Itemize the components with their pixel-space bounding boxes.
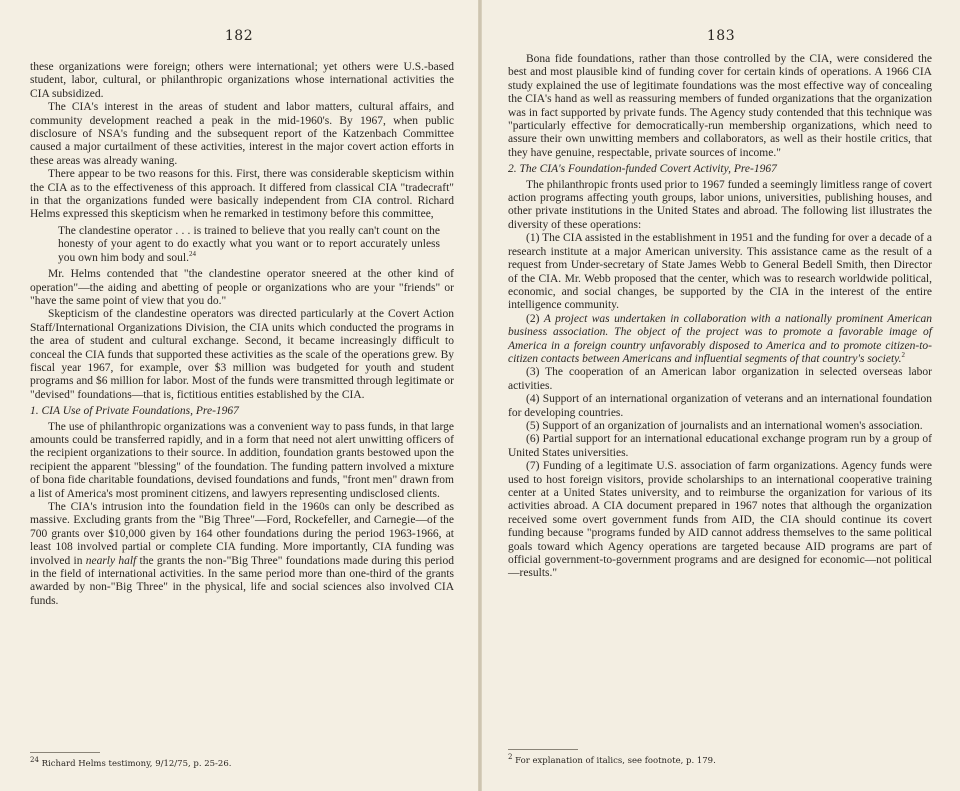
footnote-text: Richard Helms testimony, 9/12/75, p. 25-26. xyxy=(41,759,232,769)
footnote-rule xyxy=(30,752,100,753)
paragraph: Bona fide foundations, rather than those controlled by the CIA, were considered the best and most plausible kind of funding cover for certain kinds of operations. A 1966 CIA study explained the use of legitimate foundations was the most effective way of concealing the CIA's hand as well as reassuring members of funded organizations that the organization was in fact supported by private funds. The Agency study contended that this technique was "particularly effective for democratically-run membership organizations, which need to assure their own unwitting members and collaborators, as well as their hostile critics, that they have genuine, respectable, private sources of income." xyxy=(508,53,932,159)
paragraph xyxy=(508,313,932,367)
right-page xyxy=(482,0,960,791)
footnote xyxy=(508,737,716,766)
italic-text: A project was undertaken in collaboration with a nationally prominent American business association. The object of the project was to promote a favorable image of America in a foreign country unfavorably disposed to America and to promote citizen-to-citizen contacts between Americans and influential segments of that country's society. xyxy=(508,312,932,365)
section-heading: 1. CIA Use of Private Foundations, Pre-1967 xyxy=(30,405,239,418)
paragraph-text: the grants the non-"Big Three" foundations made during this period in the field of international activities. In the same period more than one-third of the grants awarded by non-"Big Three" in the physical, life and social sciences also involved CIA funds. xyxy=(30,554,454,607)
footnote-mark: 2 xyxy=(508,753,513,762)
paragraph: (4) Support of an international organization of veterans and an international foundation for developing countries. xyxy=(508,393,932,419)
left-page-body xyxy=(30,61,454,608)
emphasis-text: nearly half xyxy=(85,554,137,567)
paragraph: (7) Funding of a legitimate U.S. association of farm organizations. Agency funds were used to host foreign visitors, provide scholarships to an international cooperative training center at a United States university, and to reimburse the organization for various of its activities abroad. A CIA document prepared in 1967 notes that although the organization received some overt government funds from AID, the CIA should continue its covert funding because "programs funded by AID cannot address themselves to the same political goals toward which Agency operations are targeted because AID programs are part of official government-to-government programs and are designed for economic—not political—results." xyxy=(508,460,932,580)
right-page-body xyxy=(508,53,932,581)
footnote-rule xyxy=(508,749,578,750)
section-heading: 2. The CIA's Foundation-funded Covert Activity, Pre-1967 xyxy=(508,163,777,176)
quote-text: The clandestine operator . . . is trained to believe that you really can't count on the honesty of your agent to do exactly what you want or to report accurately unless you own him body and soul. xyxy=(58,224,440,264)
paragraph: (3) The cooperation of an American labor organization in selected overseas labor activities. xyxy=(508,366,932,392)
paragraph: The philanthropic fronts used prior to 1967 funded a seemingly limitless range of covert action programs affecting youth groups, labor unions, universities, publishing houses, and other private institutions in the United States and abroad. The following list illustrates the diversity of these operations: xyxy=(508,178,932,231)
footnote-ref: 2 xyxy=(901,351,905,360)
page-number: 183 xyxy=(706,28,736,44)
paragraph: Mr. Helms contended that "the clandestine operator sneered at the other kind of operation"—the aiding and abetting of people or organizations who are your "friends" or "have the same point of view that you do." xyxy=(30,268,454,307)
footnote xyxy=(30,740,231,769)
paragraph: The use of philanthropic organizations was a convenient way to pass funds, in that large amounts could be transferred rapidly, and in a form that need not alert unwitting officers of the recipient organizations to their source. In addition, foundation grants bestowed upon the recipient the apparent "blessing" of the foundation. The funding pattern involved a mixture of bona fide charitable foundations, devised foundations and funds, "front men" drawn from a list of America's most prominent citizens, and lawyers representing undisclosed clients. xyxy=(30,420,454,500)
footnote-ref: 24 xyxy=(188,249,196,258)
paragraph: (1) The CIA assisted in the establishment in 1951 and the funding for over a decade of a research institute at a major American university. This assistance came as the result of a request from Under-secretary of State James Webb to General Bedell Smith, then Director of the CIA. Mr. Webb proposed that the center, which was to research worldwide political, economic, and social changes, be supported by the CIA in the interest of the entire intelligence community. xyxy=(508,232,932,312)
paragraph: these organizations were foreign; others were international; yet others were U.S.-based student, labor, cultural, or philanthropic organizations whose international activities the CIA subsidized. xyxy=(30,61,454,100)
paragraph: The CIA's interest in the areas of student and labor matters, cultural affairs, and community development reached a peak in the mid-1960's. By 1967, when public disclosure of NSA's funding and the subsequent report of the Katzenbach Committee caused a major curtailment of these activities, interest in the major covert action efforts in these areas was already waning. xyxy=(30,101,454,167)
item-label: (2) xyxy=(526,312,540,325)
paragraph: Skepticism of the clandestine operators was directed particularly at the Covert Action Staff/International Organizations Division, the CIA units which conducted the programs in the area of student and cultural exchange. Second, it became increasingly difficult to conceal the CIA funds that supported these activities as the scale of the operations grew. By fiscal year 1967, for example, over $3 million was budgeted for youth and student programs and $6 million for labor. Most of the funds were transmitted through legitimate or "devised" foundations—that is, fictitious entities established by the CIA. xyxy=(30,308,454,401)
paragraph xyxy=(30,501,454,608)
left-page xyxy=(0,0,478,791)
footnote-text: For explanation of italics, see footnote, p. 179. xyxy=(515,756,716,766)
paragraph: (6) Partial support for an international educational exchange program run by a group of United States universities. xyxy=(508,433,932,459)
paragraph: There appear to be two reasons for this. First, there was considerable skepticism within the CIA as to the effectiveness of this approach. It differed from classical CIA "tradecraft" in that the organizations funded were basically independent from CIA control. Richard Helms expressed this skepticism when he remarked in testimony before this committee, xyxy=(30,168,454,221)
page-number: 182 xyxy=(224,28,254,44)
footnote-mark: 24 xyxy=(30,756,39,765)
paragraph-text: The CIA's intrusion into the foundation field in the 1960s can only be described as massive. Excluding grants from the "Big Three"—Ford, Rockefeller, and Carnegie—of the 700 grants over $10,000 given by 164 other foundations during the period 1963-1966, at least 108 involved partial or complete CIA funding. More importantly, CIA funding was involved in xyxy=(30,501,454,567)
block-quote xyxy=(58,225,440,265)
paragraph: (5) Support of an organization of journalists and an international women's association. xyxy=(526,419,923,432)
